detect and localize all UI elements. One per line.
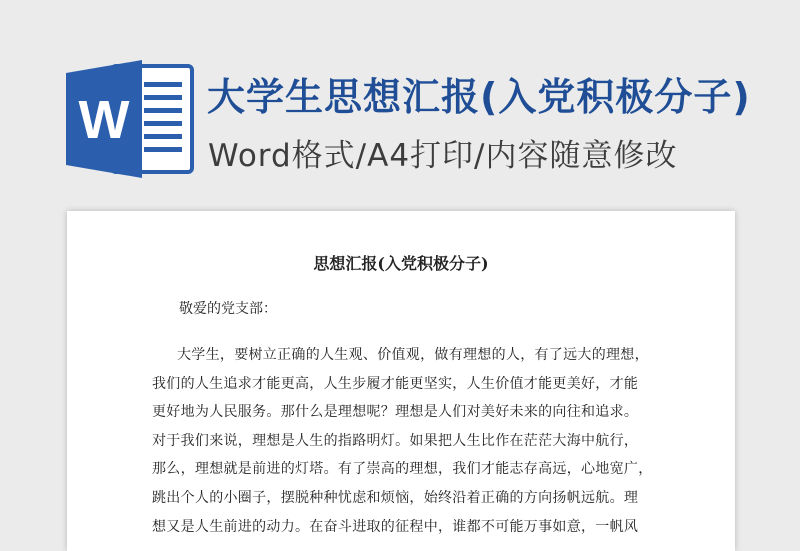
document-salutation: 敬爱的党支部： [179, 301, 277, 317]
banner [0, 0, 800, 200]
word-doc-icon [66, 60, 194, 178]
banner-title: 大学生思想汇报(入党积极分子) [207, 75, 751, 119]
body-line: 我们的人生追求才能更高，人生步履才能更坚实，人生价值才能更美好，才能 [152, 375, 639, 392]
document-body [152, 341, 692, 541]
word-logo-letter: W [78, 90, 130, 150]
body-line: 那么，理想就是前进的灯塔。有了崇高的理想，我们才能志存高远，心地宽广， [152, 461, 653, 478]
body-line: 对于我们来说，理想是人生的指路明灯。如果把人生比作在茫茫大海中航行， [152, 432, 639, 449]
body-line: 更好地为人民服务。那什么是理想呢？理想是人们对美好未来的向往和追求。 [152, 404, 639, 421]
banner-subtitle: Word格式/A4打印/内容随意修改 [208, 138, 678, 174]
body-line: 想又是人生前进的动力。在奋斗进取的征程中，谁都不可能万事如意，一帆风 [152, 518, 639, 535]
body-line: 大学生，要树立正确的人生观、价值观，做有理想的人，有了远大的理想， [177, 347, 649, 363]
document-title: 思想汇报(入党积极分子) [313, 254, 489, 273]
document-page [67, 211, 735, 551]
body-line: 跳出个人的小圈子，摆脱种种忧虑和烦恼，始终沿着正确的方向扬帆远航。理 [152, 489, 639, 506]
